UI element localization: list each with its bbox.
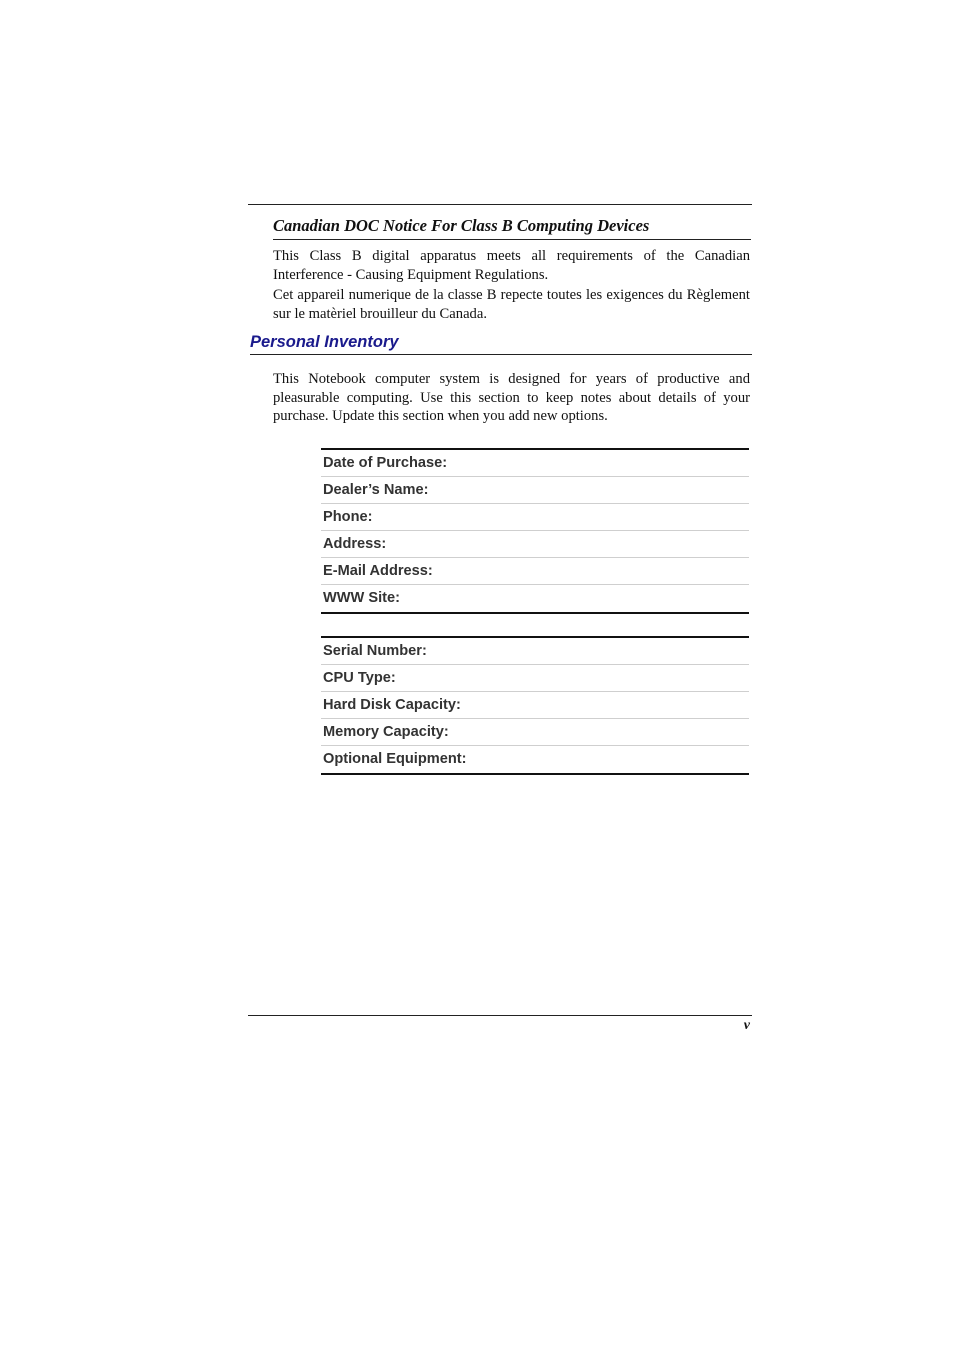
field-phone: Phone: bbox=[321, 504, 749, 531]
notice-paragraph-en: This Class B digital apparatus meets all requirements of the Canadian Interference - Causing Equipment Regulations. bbox=[273, 248, 750, 283]
field-optional-equipment: Optional Equipment: bbox=[323, 751, 467, 767]
field-serial-number: Serial Number: bbox=[321, 638, 749, 665]
notice-paragraph-fr: Cet appareil numerique de la classe B repecte toutes les exigences du Règlement sur le matèriel brouilleur du Canada. bbox=[273, 287, 750, 322]
field-dealer-name: Dealer’s Name: bbox=[321, 477, 749, 504]
purchase-info-table bbox=[321, 448, 749, 614]
field-date-of-purchase: Date of Purchase: bbox=[321, 450, 749, 477]
system-info-table bbox=[321, 636, 749, 775]
inventory-intro: This Notebook computer system is designed for years of productive and pleasurable computing. Use this section to keep notes about details of your purchase. Update this section when you add new options. bbox=[273, 371, 750, 424]
field-hard-disk-capacity: Hard Disk Capacity: bbox=[321, 692, 749, 719]
notice-heading: Canadian DOC Notice For Class B Computing Devices bbox=[273, 216, 751, 240]
field-cpu-type: CPU Type: bbox=[321, 665, 749, 692]
footer-rule bbox=[248, 1015, 752, 1016]
header-rule bbox=[248, 204, 752, 205]
page-number: v bbox=[743, 1018, 750, 1033]
field-memory-capacity: Memory Capacity: bbox=[321, 719, 749, 746]
field-email-address: E-Mail Address: bbox=[321, 558, 749, 585]
inventory-heading: Personal Inventory bbox=[250, 333, 752, 355]
field-address: Address: bbox=[321, 531, 749, 558]
field-www-site: WWW Site: bbox=[323, 590, 401, 606]
